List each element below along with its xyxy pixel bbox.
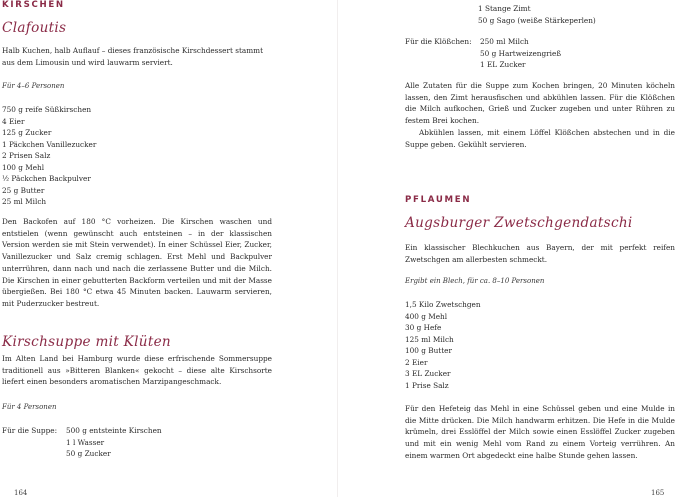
ingredient-item: 1 EL Zucker [480,60,526,69]
ingredient-item: 30 g Hefe [405,323,442,332]
datschi-intro [405,242,675,265]
clafoutis-intro-line: Halb Kuchen, halb Auflauf – dieses französische Kirschdessert stammt [2,46,264,55]
intro-paragraph: Im Alten Land bei Hamburg wurde diese erfrischende Sommersuppe traditionell aus »Bitteren Blanken« gekocht – diese alte Kirschsorte liefert einen besonders aromatischen Marzipangeschmack. [2,354,272,387]
clafoutis-method [2,216,272,310]
ingredient-row [2,437,162,449]
kirschsuppe-intro [2,353,272,388]
ingredient-item: 500 g entsteinte Kirschen [66,426,162,435]
datschi-method [405,403,675,462]
ingredient-item: 400 g Mehl [405,311,448,321]
clafoutis-intro-line: aus dem Limousin und wird lauwarm serviert. [2,57,173,67]
clafoutis-servings: Für 4–6 Personen [2,82,65,90]
ingredient-item: 50 g Hartweizengrieß [480,48,562,58]
ingredient-item: 1 Prise Salz [405,380,449,390]
ingredient-row [2,448,162,460]
ingredient-item: 4 Eier [2,116,25,126]
ingredient-item: 1 Päckchen Vanillezucker [2,139,97,149]
ingredient-item: 1,5 Kilo Zwetschgen [405,300,481,309]
section-heading-pflaumen: PFLAUMEN [405,195,472,205]
ingredient-item: 50 g Zucker [66,449,111,458]
datschi-ingredient-list [405,299,481,391]
ingredient-item: 1 l Wasser [66,437,105,447]
ingredient-item: 2 Prisen Salz [2,151,51,160]
ingredient-item: ½ Päckchen Backpulver [2,174,91,183]
ingredient-item: 50 g Sago (weiße Stärkeperlen) [478,15,596,25]
ingredient-item: 3 EL Zucker [405,369,451,378]
recipe-title-kirschsuppe: Kirschsuppe mit Klüten [2,334,171,350]
ingredient-item: 250 ml Milch [480,37,529,46]
ingredient-item: 25 g Butter [2,185,45,195]
ingredient-item: 1 Stange Zimt [478,4,531,13]
method-paragraph: Den Backofen auf 180 °C vorheizen. Die Kirschen waschen und entstielen (wenn gewünscht auch entsteinen – in der klassischen Version werden sie mit Stein verwendet). In einer Schüssel Eier, Zucker, Vanillezucker und Salz cremig schlagen. Erst Mehl und Backpulver unterrühren, dann nach und nach die zerlassene Butter und die Milch. Die Kirschen in einer gebutterten Backform verteilen und mit der Masse übergießen. Bei 180 °C etwa 45 Minuten backen. Lauwarm servieren, mit Puderzucker bestreut. [2,217,272,308]
method-paragraph: Für den Hefeteig das Mehl in eine Schüssel geben und eine Mulde in die Mitte drücken. Die Milch handwarm erhitzen. Die Hefe in die Mulde krümeln, drei Esslöffel der Milch sowie einen Esslöffel Zucker zugeben und mit ein wenig Mehl vom Rand zu einem Vorteig verrühren. An einem warmen Ort abgedeckt eine halbe Stunde gehen lassen. [405,404,675,460]
soup-ingredient-list [2,425,162,460]
datschi-servings: Ergibt ein Blech, für ca. 8–10 Personen [405,277,545,285]
clafoutis-ingredient-list [2,104,96,208]
ingredient-item: 100 g Butter [405,346,452,355]
method-paragraph: Alle Zutaten für die Suppe zum Kochen bringen, 20 Minuten köcheln lassen, den Zimt herausfischen und abkühlen lassen. Für die Klößchen die Milch aufkochen, Grieß und Zucker zugeben und unter Rühren zu festem Brei kochen. [405,81,675,126]
ingredient-item: 125 ml Milch [405,334,454,344]
intro-paragraph: Ein klassischer Blechkuchen aus Bayern, der mit perfekt reifen Zwetschgen am allerbesten schmeckt. [405,243,675,264]
ingredient-item: 25 ml Milch [2,197,47,206]
ingredient-group-label: Für die Klößchen: [405,37,472,46]
page-number-left: 164 [14,489,28,497]
ingredient-item: 750 g reife Süßkirschen [2,105,92,114]
ingredient-item: 125 g Zucker [2,128,52,137]
section-heading-kirschen: KIRSCHEN [2,0,65,10]
recipe-title-clafoutis: Clafoutis [2,20,67,36]
soup-ingredients-continued [478,3,596,26]
ingredient-row [405,48,561,60]
dumpling-ingredient-list [405,36,561,71]
ingredient-group-label: Für die Suppe: [2,426,58,435]
kirschsuppe-method [405,80,675,150]
ingredient-row [405,59,561,71]
ingredient-row [405,36,561,48]
clafoutis-intro [2,45,263,68]
recipe-title-datschi: Augsburger Zwetschgendatschi [405,215,633,231]
ingredient-row [2,425,162,437]
right-page [337,0,675,497]
ingredient-item: 100 g Mehl [2,162,45,172]
kirschsuppe-servings: Für 4 Personen [2,403,57,411]
ingredient-item: 2 Eier [405,357,428,367]
page-number-right: 165 [651,489,665,497]
method-paragraph: Abkühlen lassen, mit einem Löffel Klößchen abstechen und in die Suppe geben. Gekühlt servieren. [405,127,675,149]
